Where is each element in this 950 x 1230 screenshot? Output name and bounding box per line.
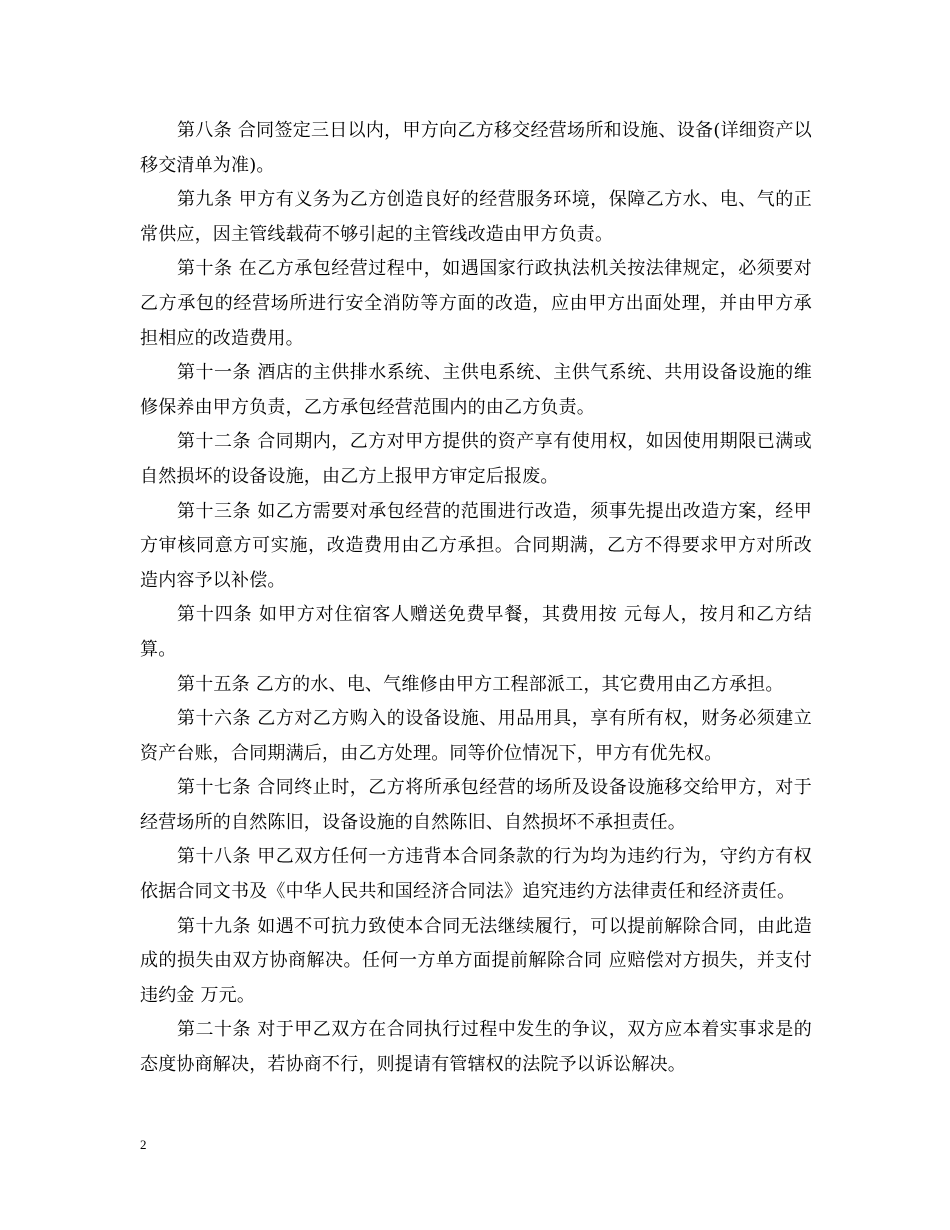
article-13: 第十三条 如乙方需要对承包经营的范围进行改造，须事先提出改造方案，经甲方审核同意方可实施，改造费用由乙方承担。合同期满，乙方不得要求甲方对所改造内容予以补偿。 xyxy=(140,500,812,591)
page-number: 2 xyxy=(140,1137,147,1152)
article-9: 第九条 甲方有义务为乙方创造良好的经营服务环境，保障乙方水、电、气的正常供应，因主管线载荷不够引起的主管线改造由甲方负责。 xyxy=(140,189,812,245)
article-14: 第十四条 如甲方对住宿客人赠送免费早餐，其费用按 元每人，按月和乙方结算。 xyxy=(140,604,812,660)
article-12: 第十二条 合同期内，乙方对甲方提供的资产享有使用权，如因使用期限已满或自然损坏的设备设施，由乙方上报甲方审定后报废。 xyxy=(140,431,812,487)
contract-body xyxy=(140,114,812,1083)
article-11: 第十一条 酒店的主供排水系统、主供电系统、主供气系统、共用设备设施的维修保养由甲方负责，乙方承包经营范围内的由乙方负责。 xyxy=(140,362,812,418)
article-18: 第十八条 甲乙双方任何一方违背本合同条款的行为均为违约行为，守约方有权依据合同文书及《中华人民共和国经济合同法》追究违约方法律责任和经济责任。 xyxy=(140,846,812,903)
article-20: 第二十条 对于甲乙双方在合同执行过程中发生的争议，双方应本着实事求是的态度协商解决，若协商不行，则提请有管辖权的法院予以诉讼解决。 xyxy=(140,1019,812,1076)
article-17: 第十七条 合同终止时，乙方将所承包经营的场所及设备设施移交给甲方，对于经营场所的自然陈旧，设备设施的自然陈旧、自然损坏不承担责任。 xyxy=(140,777,812,833)
article-15: 第十五条 乙方的水、电、气维修由甲方工程部派工，其它费用由乙方承担。 xyxy=(177,673,784,695)
article-19: 第十九条 如遇不可抗力致使本合同无法继续履行，可以提前解除合同，由此造成的损失由双方协商解决。任何一方单方面提前解除合同 应赔偿对方损失，并支付违约金 万元。 xyxy=(140,915,812,1006)
article-8: 第八条 合同签定三日以内，甲方向乙方移交经营场所和设施、设备(详细资产以移交清单为准)。 xyxy=(140,120,812,176)
article-16: 第十六条 乙方对乙方购入的设备设施、用品用具，享有所有权，财务必须建立资产台账，合同期满后，由乙方处理。同等价位情况下，甲方有优先权。 xyxy=(140,708,812,764)
article-10: 第十条 在乙方承包经营过程中，如遇国家行政执法机关按法律规定，必须要对乙方承包的经营场所进行安全消防等方面的改造，应由甲方出面处理，并由甲方承担相应的改造费用。 xyxy=(140,258,812,349)
